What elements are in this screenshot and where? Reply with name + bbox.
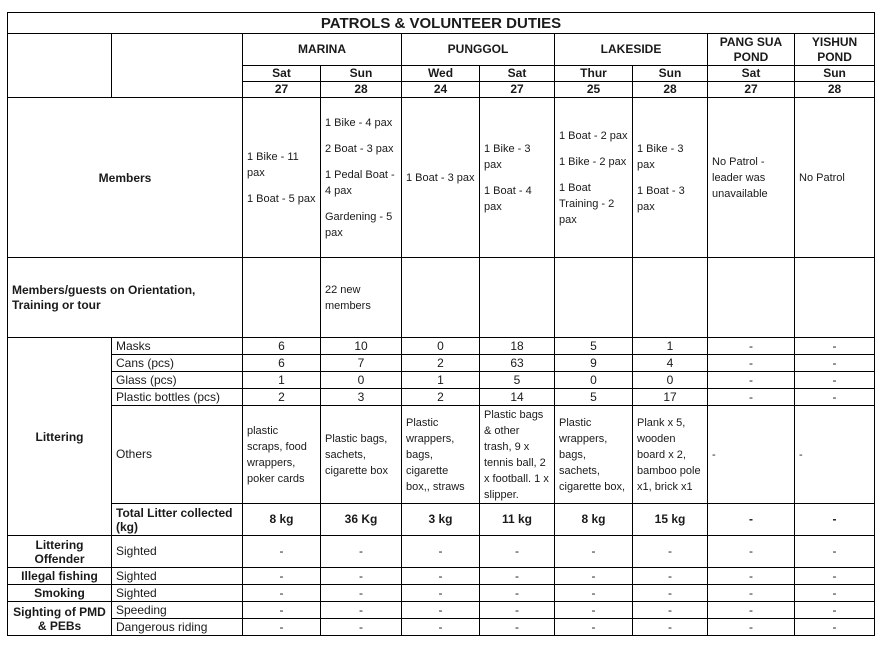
litter-count-cell: 1: [243, 372, 321, 389]
date-header: 28: [633, 82, 708, 98]
others-cell: Plastic bags, sachets, cigarette box: [321, 406, 402, 504]
observation-cell: -: [243, 619, 321, 636]
date-header: 27: [480, 82, 555, 98]
day-header: Sun: [633, 66, 708, 82]
litter-count-cell: 18: [480, 338, 555, 355]
day-header: Sun: [795, 66, 875, 82]
observation-cell: -: [480, 602, 555, 619]
others-cell: -: [795, 406, 875, 504]
total-litter-cell: 36 Kg: [321, 504, 402, 536]
litter-item-label: Masks: [112, 338, 243, 355]
location-header: LAKESIDE: [555, 34, 708, 66]
location-header: MARINA: [243, 34, 402, 66]
blank-corner-left: [8, 34, 112, 98]
litter-count-cell: 6: [243, 355, 321, 372]
others-cell: Plastic bags & other trash, 9 x tennis ball, 2 x football. 1 x slipper.: [480, 406, 555, 504]
observation-cell: -: [243, 585, 321, 602]
members-cell: [708, 98, 795, 258]
observation-cell: -: [555, 536, 633, 568]
observation-cell: -: [708, 536, 795, 568]
observation-cell: -: [555, 602, 633, 619]
observation-cell: -: [480, 536, 555, 568]
date-header: 28: [795, 82, 875, 98]
observation-label: Speeding: [112, 602, 243, 619]
observation-cell: -: [480, 585, 555, 602]
observation-cell: -: [321, 568, 402, 585]
members-entry: 1 Boat - 3 pax: [406, 171, 475, 184]
observation-cell: -: [243, 536, 321, 568]
orientation-cell: 22 new members: [321, 258, 402, 338]
total-litter-cell: 15 kg: [633, 504, 708, 536]
litter-count-cell: 63: [480, 355, 555, 372]
section-label: Sighting of PMD & PEBs: [8, 602, 112, 636]
litter-count-cell: 5: [555, 389, 633, 406]
others-cell: Plastic wrappers, bags, sachets, cigarette box,: [555, 406, 633, 504]
observation-cell: -: [555, 568, 633, 585]
duties-sheet: [7, 12, 874, 638]
litter-count-cell: -: [795, 338, 875, 355]
orientation-cell: [795, 258, 875, 338]
litter-count-cell: 9: [555, 355, 633, 372]
members-cell: [795, 98, 875, 258]
entry-gap: [325, 157, 397, 167]
entry-gap: [325, 199, 397, 209]
litter-item-label: Cans (pcs): [112, 355, 243, 372]
observation-cell: -: [633, 568, 708, 585]
observation-cell: -: [402, 602, 480, 619]
section-label: Smoking: [8, 585, 112, 602]
location-header: YISHUN POND: [795, 34, 875, 66]
members-entry: 1 Boat - 5 pax: [247, 192, 316, 205]
litter-count-cell: 0: [633, 372, 708, 389]
members-cell: [243, 98, 321, 258]
members-label: Members: [8, 98, 243, 258]
day-header: Wed: [402, 66, 480, 82]
litter-count-cell: 10: [321, 338, 402, 355]
observation-cell: -: [321, 619, 402, 636]
litter-count-cell: -: [708, 338, 795, 355]
location-header: PUNGGOL: [402, 34, 555, 66]
litter-count-cell: -: [708, 355, 795, 372]
members-entry: 1 Pedal Boat - 4 pax: [325, 168, 395, 197]
orientation-cell: [708, 258, 795, 338]
litter-count-cell: 17: [633, 389, 708, 406]
members-cell: [633, 98, 708, 258]
total-litter-cell: -: [708, 504, 795, 536]
members-entry: 2 Boat - 3 pax: [325, 142, 394, 155]
observation-cell: -: [321, 602, 402, 619]
members-entry: 1 Bike - 11 pax: [247, 150, 299, 179]
litter-count-cell: 1: [633, 338, 708, 355]
members-entry: 1 Boat - 2 pax: [559, 129, 628, 142]
litter-count-cell: -: [708, 389, 795, 406]
litter-count-cell: 6: [243, 338, 321, 355]
observation-cell: -: [633, 536, 708, 568]
members-cell: [480, 98, 555, 258]
others-cell: Plastic wrappers, bags, cigarette box,, straws: [402, 406, 480, 504]
observation-cell: -: [708, 619, 795, 636]
members-entry: Gardening - 5 pax: [325, 210, 393, 239]
day-header: Sat: [480, 66, 555, 82]
litter-count-cell: -: [795, 355, 875, 372]
litter-count-cell: 5: [555, 338, 633, 355]
litter-count-cell: 3: [321, 389, 402, 406]
observation-cell: -: [795, 619, 875, 636]
litter-count-cell: 5: [480, 372, 555, 389]
orientation-label: Members/guests on Orientation, Training or tour: [8, 258, 243, 338]
observation-cell: -: [795, 585, 875, 602]
observation-label: Sighted: [112, 568, 243, 585]
members-entry: 1 Bike - 3 pax: [637, 142, 684, 171]
observation-cell: -: [480, 619, 555, 636]
litter-item-label: Plastic bottles (pcs): [112, 389, 243, 406]
litter-count-cell: 0: [555, 372, 633, 389]
litter-count-cell: 4: [633, 355, 708, 372]
observation-cell: -: [795, 568, 875, 585]
litter-count-cell: -: [795, 372, 875, 389]
orientation-cell: [555, 258, 633, 338]
observation-cell: -: [402, 585, 480, 602]
day-header: Sat: [243, 66, 321, 82]
litter-count-cell: 2: [402, 355, 480, 372]
litter-count-cell: 14: [480, 389, 555, 406]
orientation-cell: [480, 258, 555, 338]
members-entry: 1 Boat - 4 pax: [484, 184, 532, 213]
entry-gap: [484, 173, 550, 183]
observation-cell: -: [321, 585, 402, 602]
members-entry: 1 Bike - 2 pax: [559, 155, 627, 168]
observation-label: Sighted: [112, 536, 243, 568]
observation-cell: -: [708, 585, 795, 602]
members-entry: 1 Boat - 3 pax: [637, 184, 685, 213]
members-entry: 1 Bike - 3 pax: [484, 142, 531, 171]
entry-gap: [325, 131, 397, 141]
total-litter-cell: 3 kg: [402, 504, 480, 536]
orientation-cell: [633, 258, 708, 338]
blank-corner-right: [112, 34, 243, 98]
date-header: 28: [321, 82, 402, 98]
members-entry: No Patrol - leader was unavailable: [712, 155, 768, 200]
observation-label: Sighted: [112, 585, 243, 602]
observation-cell: -: [402, 568, 480, 585]
observation-cell: -: [633, 585, 708, 602]
members-cell: [321, 98, 402, 258]
litter-count-cell: -: [795, 389, 875, 406]
litter-count-cell: 7: [321, 355, 402, 372]
total-litter-cell: -: [795, 504, 875, 536]
date-header: 27: [243, 82, 321, 98]
location-header: PANG SUA POND: [708, 34, 795, 66]
observation-cell: -: [402, 619, 480, 636]
observation-cell: -: [795, 602, 875, 619]
entry-gap: [247, 181, 316, 191]
observation-cell: -: [633, 602, 708, 619]
observation-cell: -: [555, 585, 633, 602]
litter-count-cell: 2: [243, 389, 321, 406]
duties-table: [7, 12, 875, 636]
litter-item-label: Glass (pcs): [112, 372, 243, 389]
total-litter-cell: 8 kg: [243, 504, 321, 536]
members-entry: 1 Boat Training - 2 pax: [559, 181, 615, 226]
day-header: Thur: [555, 66, 633, 82]
date-header: 24: [402, 82, 480, 98]
members-cell: [402, 98, 480, 258]
observation-cell: -: [402, 536, 480, 568]
day-header: Sat: [708, 66, 795, 82]
observation-cell: -: [480, 568, 555, 585]
date-header: 25: [555, 82, 633, 98]
total-litter-cell: 8 kg: [555, 504, 633, 536]
orientation-cell: [243, 258, 321, 338]
day-header: Sun: [321, 66, 402, 82]
litter-count-cell: 0: [321, 372, 402, 389]
observation-cell: -: [555, 619, 633, 636]
littering-section-label: Littering: [8, 338, 112, 536]
observation-cell: -: [243, 568, 321, 585]
members-entry: 1 Bike - 4 pax: [325, 116, 393, 129]
others-label: Others: [112, 406, 243, 504]
total-litter-cell: 11 kg: [480, 504, 555, 536]
orientation-cell: [402, 258, 480, 338]
date-header: 27: [708, 82, 795, 98]
others-cell: -: [708, 406, 795, 504]
litter-count-cell: 0: [402, 338, 480, 355]
others-cell: plastic scraps, food wrappers, poker cards: [243, 406, 321, 504]
observation-cell: -: [795, 536, 875, 568]
total-label: Total Litter collected (kg): [112, 504, 243, 536]
observation-cell: -: [708, 568, 795, 585]
litter-count-cell: -: [708, 372, 795, 389]
members-cell: [555, 98, 633, 258]
page-title: PATROLS & VOLUNTEER DUTIES: [8, 13, 875, 34]
members-entry: No Patrol: [799, 171, 845, 184]
observation-cell: -: [708, 602, 795, 619]
litter-count-cell: 1: [402, 372, 480, 389]
litter-count-cell: 2: [402, 389, 480, 406]
observation-cell: -: [243, 602, 321, 619]
observation-label: Dangerous riding: [112, 619, 243, 636]
entry-gap: [559, 170, 628, 180]
entry-gap: [559, 144, 628, 154]
observation-cell: -: [633, 619, 708, 636]
others-cell: Plank x 5, wooden board x 2, bamboo pole x1, brick x1: [633, 406, 708, 504]
observation-cell: -: [321, 536, 402, 568]
section-label: Littering Offender: [8, 536, 112, 568]
section-label: Illegal fishing: [8, 568, 112, 585]
entry-gap: [637, 173, 703, 183]
